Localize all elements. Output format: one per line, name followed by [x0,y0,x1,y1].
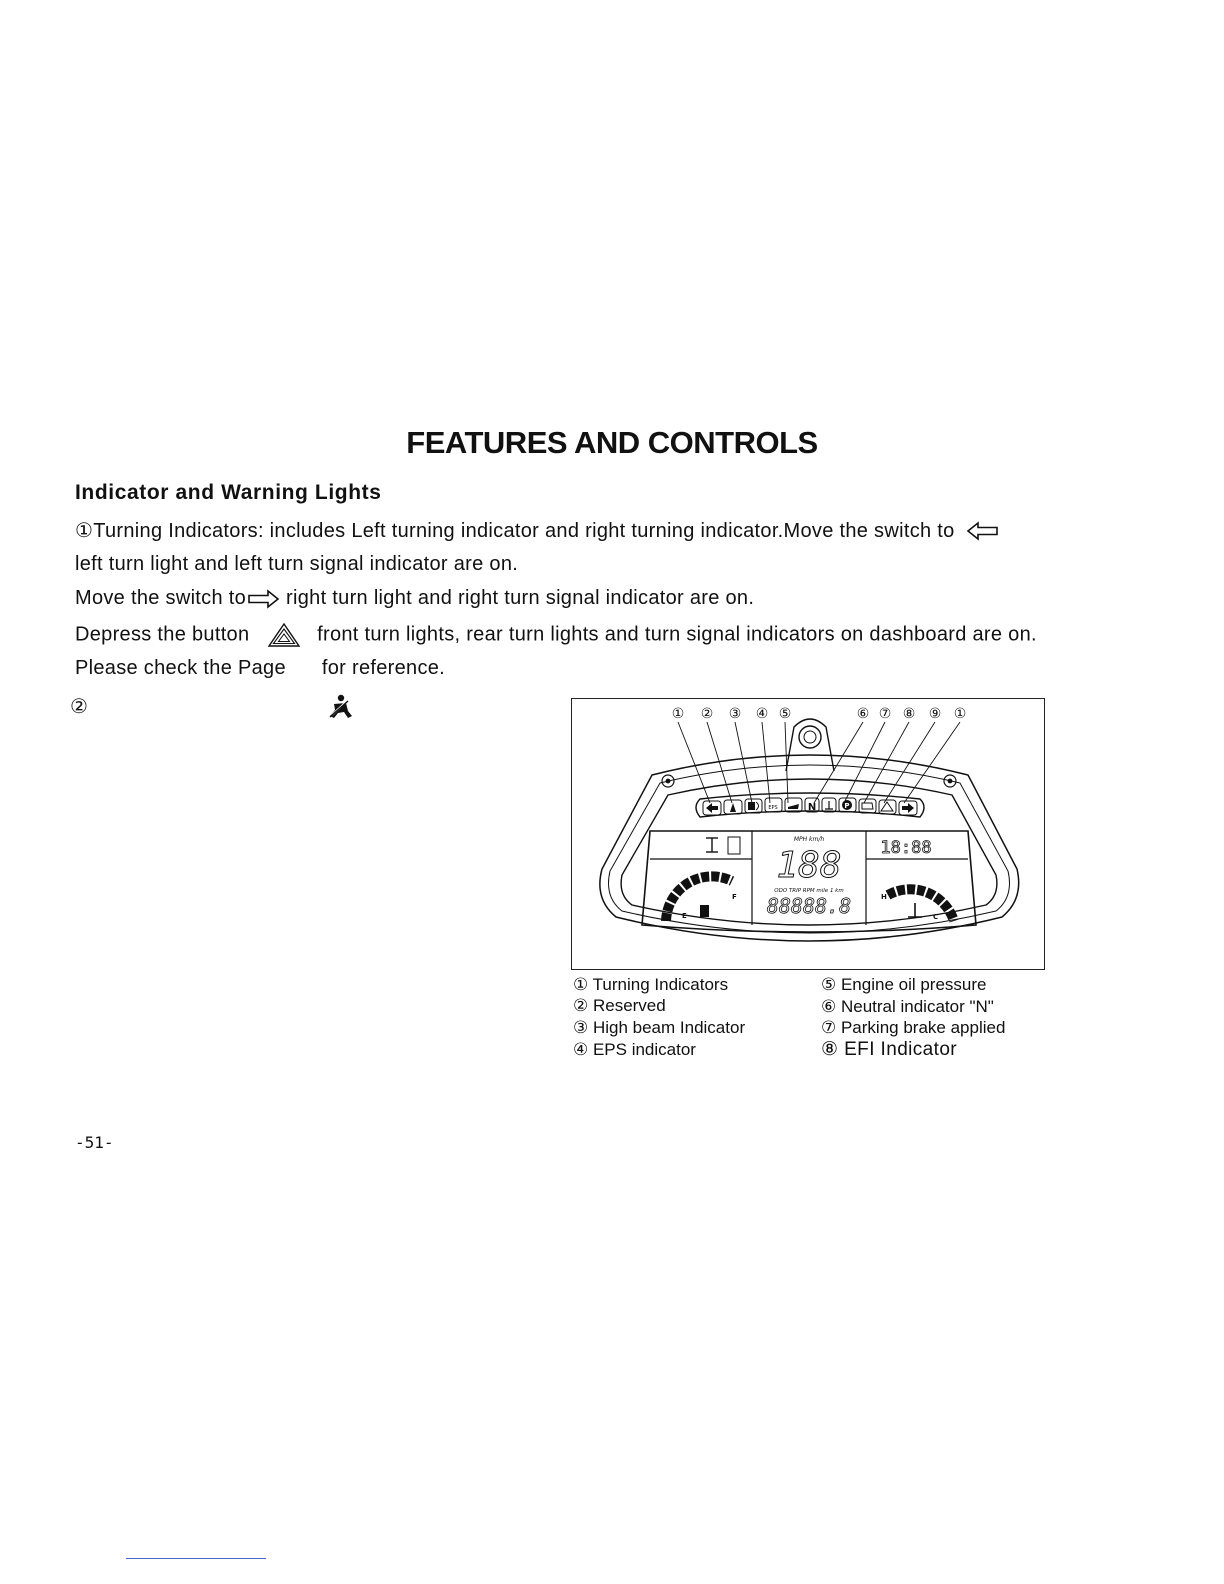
line3-text-b: right turn light and right turn signal indicator are on. [286,587,755,610]
callout-8: ⑧ [902,706,916,722]
legend-left-2: ② Reserved [573,996,666,1015]
legend-left-4: ④ EPS indicator [573,1040,696,1059]
lcd-odo-labels: ODO TRIP RPM mile 1 km [774,888,844,894]
line4-text-a: Depress the button [75,623,250,646]
fuel-empty-label: E [682,912,687,920]
line3-text-a: Move the switch to [75,587,247,610]
paragraph-line-2: left turn light and left turn signal indicator are on. [75,553,519,575]
line4-text-b: front turn lights, rear turn lights and turn signal indicators on dashboard are on. [317,623,1037,646]
lcd-odometer: 88888.8 [766,894,852,918]
section-heading: Indicator and Warning Lights [75,481,382,504]
temp-hot-label: H [881,893,887,901]
seatbelt-icon [326,694,354,720]
callout-1: ① [671,706,685,722]
left-arrow-icon [966,520,1000,542]
line5-text-a: Please check the Page [75,657,286,680]
legend-right-5: ⑤ Engine oil pressure [821,975,987,994]
callout-3: ③ [728,706,742,722]
callout-6: ⑥ [856,706,870,722]
paragraph-line-5 [75,657,445,680]
footer-rule [126,1558,266,1559]
callout-5: ⑤ [778,706,792,722]
dashboard-figure [571,698,1045,970]
item-2-marker: ② [70,696,88,718]
legend-left-1: ① Turning Indicators [573,975,729,994]
dash-left-arrow-icon [706,803,718,813]
callout-9: ⑨ [928,706,942,722]
legend-right-6: ⑥ Neutral indicator "N" [821,997,994,1016]
lcd-speed-units: MPH km/h [793,836,825,843]
right-arrow-icon [246,588,280,610]
legend-left-3: ③ High beam Indicator [573,1018,746,1037]
dashboard-illustration [572,699,1046,971]
svg-text:P: P [844,802,850,810]
paragraph-line-4 [75,622,1037,648]
line1-text: ①Turning Indicators: includes Left turning indicator and right turning indicator.Move the switch to [75,520,955,542]
svg-text:EPS: EPS [768,805,778,811]
paragraph-line-1 [75,518,1000,543]
svg-text:N: N [807,802,817,813]
legend-right-7: ⑦ Parking brake applied [821,1018,1006,1037]
legend-right-8: ⑧ EFI Indicator [821,1039,958,1060]
paragraph-line-3 [75,587,754,610]
fuel-full-label: F [732,893,737,901]
page-number: -51- [75,1133,114,1152]
line5-text-b: for reference. [321,657,446,680]
callout-4: ④ [755,706,769,722]
dash-right-arrow-icon [902,803,914,813]
callout-2: ② [700,706,714,722]
callout-1b: ① [953,706,967,722]
callout-7: ⑦ [878,706,892,722]
fuel-pump-icon [700,905,709,917]
lcd-speed: 188 [776,845,842,886]
temp-cold-label: C [933,913,939,921]
lcd-clock: 18:88 [880,838,932,858]
page-title: FEATURES AND CONTROLS [406,425,818,460]
coolant-temp-icon [908,903,922,917]
hazard-triangle-icon [267,622,301,648]
